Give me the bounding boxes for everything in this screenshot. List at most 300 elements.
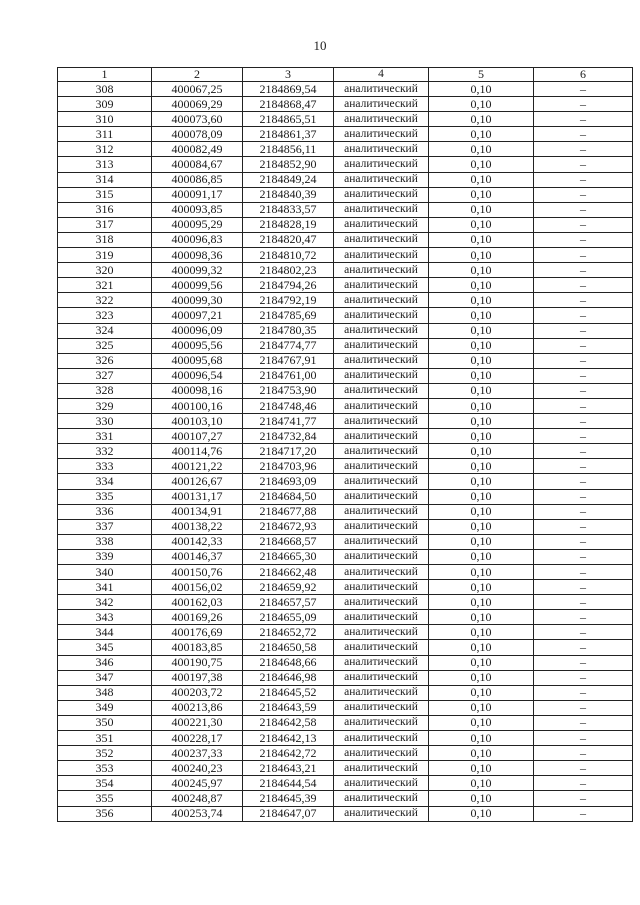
table-row <box>58 625 633 640</box>
accuracy-cell: 0,10 <box>429 459 534 474</box>
note-cell: – <box>534 232 633 247</box>
point-number-cell: 329 <box>58 398 152 413</box>
table-row <box>58 806 633 821</box>
method-cell: аналитический <box>334 519 429 534</box>
accuracy-cell: 0,10 <box>429 640 534 655</box>
y-coordinate-cell: 2184785,69 <box>243 308 334 323</box>
accuracy-cell: 0,10 <box>429 595 534 610</box>
x-coordinate-cell: 400086,85 <box>152 172 243 187</box>
method-cell: аналитический <box>334 489 429 504</box>
table-row <box>58 685 633 700</box>
y-coordinate-cell: 2184645,39 <box>243 791 334 806</box>
table-row <box>58 580 633 595</box>
y-coordinate-cell: 2184662,48 <box>243 565 334 580</box>
accuracy-cell: 0,10 <box>429 565 534 580</box>
x-coordinate-cell: 400096,09 <box>152 323 243 338</box>
x-coordinate-cell: 400213,86 <box>152 700 243 715</box>
method-cell: аналитический <box>334 217 429 232</box>
x-coordinate-cell: 400142,33 <box>152 534 243 549</box>
table-row <box>58 700 633 715</box>
table-row <box>58 353 633 368</box>
note-cell: – <box>534 549 633 564</box>
method-cell: аналитический <box>334 127 429 142</box>
note-cell: – <box>534 731 633 746</box>
note-cell: – <box>534 519 633 534</box>
point-number-cell: 309 <box>58 97 152 112</box>
y-coordinate-cell: 2184849,24 <box>243 172 334 187</box>
y-coordinate-cell: 2184753,90 <box>243 383 334 398</box>
note-cell: – <box>534 806 633 821</box>
y-coordinate-cell: 2184861,37 <box>243 127 334 142</box>
table-row <box>58 519 633 534</box>
x-coordinate-cell: 400228,17 <box>152 731 243 746</box>
note-cell: – <box>534 700 633 715</box>
accuracy-cell: 0,10 <box>429 625 534 640</box>
note-cell: – <box>534 398 633 413</box>
y-coordinate-cell: 2184646,98 <box>243 670 334 685</box>
method-cell: аналитический <box>334 534 429 549</box>
method-cell: аналитический <box>334 232 429 247</box>
method-cell: аналитический <box>334 504 429 519</box>
note-cell: – <box>534 640 633 655</box>
table-row <box>58 248 633 263</box>
x-coordinate-cell: 400099,30 <box>152 293 243 308</box>
note-cell: – <box>534 82 633 97</box>
x-coordinate-cell: 400248,87 <box>152 791 243 806</box>
note-cell: – <box>534 323 633 338</box>
method-cell: аналитический <box>334 625 429 640</box>
y-coordinate-cell: 2184802,23 <box>243 263 334 278</box>
accuracy-cell: 0,10 <box>429 519 534 534</box>
accuracy-cell: 0,10 <box>429 278 534 293</box>
accuracy-cell: 0,10 <box>429 187 534 202</box>
accuracy-cell: 0,10 <box>429 700 534 715</box>
note-cell: – <box>534 308 633 323</box>
accuracy-cell: 0,10 <box>429 338 534 353</box>
table-row <box>58 595 633 610</box>
note-cell: – <box>534 474 633 489</box>
table-row <box>58 565 633 580</box>
x-coordinate-cell: 400237,33 <box>152 746 243 761</box>
point-number-cell: 335 <box>58 489 152 504</box>
y-coordinate-cell: 2184761,00 <box>243 368 334 383</box>
note-cell: – <box>534 444 633 459</box>
point-number-cell: 345 <box>58 640 152 655</box>
table-row <box>58 172 633 187</box>
method-cell: аналитический <box>334 565 429 580</box>
y-coordinate-cell: 2184650,58 <box>243 640 334 655</box>
note-cell: – <box>534 127 633 142</box>
accuracy-cell: 0,10 <box>429 323 534 338</box>
y-coordinate-cell: 2184868,47 <box>243 97 334 112</box>
y-coordinate-cell: 2184865,51 <box>243 112 334 127</box>
note-cell: – <box>534 595 633 610</box>
point-number-cell: 313 <box>58 157 152 172</box>
x-coordinate-cell: 400100,16 <box>152 398 243 413</box>
point-number-cell: 310 <box>58 112 152 127</box>
accuracy-cell: 0,10 <box>429 97 534 112</box>
method-cell: аналитический <box>334 383 429 398</box>
header-cell-4: 4 <box>334 68 429 82</box>
note-cell: – <box>534 278 633 293</box>
header-cell-6: 6 <box>534 68 633 82</box>
point-number-cell: 349 <box>58 700 152 715</box>
method-cell: аналитический <box>334 761 429 776</box>
accuracy-cell: 0,10 <box>429 685 534 700</box>
method-cell: аналитический <box>334 142 429 157</box>
note-cell: – <box>534 746 633 761</box>
x-coordinate-cell: 400098,16 <box>152 383 243 398</box>
accuracy-cell: 0,10 <box>429 429 534 444</box>
x-coordinate-cell: 400146,37 <box>152 549 243 564</box>
table-row <box>58 278 633 293</box>
method-cell: аналитический <box>334 97 429 112</box>
method-cell: аналитический <box>334 670 429 685</box>
table-row <box>58 444 633 459</box>
accuracy-cell: 0,10 <box>429 761 534 776</box>
method-cell: аналитический <box>334 474 429 489</box>
point-number-cell: 311 <box>58 127 152 142</box>
accuracy-cell: 0,10 <box>429 444 534 459</box>
point-number-cell: 317 <box>58 217 152 232</box>
method-cell: аналитический <box>334 700 429 715</box>
method-cell: аналитический <box>334 640 429 655</box>
y-coordinate-cell: 2184645,52 <box>243 685 334 700</box>
point-number-cell: 325 <box>58 338 152 353</box>
header-cell-1: 1 <box>58 68 152 82</box>
note-cell: – <box>534 217 633 232</box>
point-number-cell: 344 <box>58 625 152 640</box>
table-row <box>58 142 633 157</box>
y-coordinate-cell: 2184833,57 <box>243 202 334 217</box>
table-row <box>58 474 633 489</box>
x-coordinate-cell: 400134,91 <box>152 504 243 519</box>
method-cell: аналитический <box>334 746 429 761</box>
x-coordinate-cell: 400162,03 <box>152 595 243 610</box>
accuracy-cell: 0,10 <box>429 398 534 413</box>
method-cell: аналитический <box>334 157 429 172</box>
table-row <box>58 610 633 625</box>
x-coordinate-cell: 400097,21 <box>152 308 243 323</box>
point-number-cell: 331 <box>58 429 152 444</box>
accuracy-cell: 0,10 <box>429 610 534 625</box>
y-coordinate-cell: 2184644,54 <box>243 776 334 791</box>
table-row <box>58 670 633 685</box>
point-number-cell: 315 <box>58 187 152 202</box>
point-number-cell: 320 <box>58 263 152 278</box>
method-cell: аналитический <box>334 459 429 474</box>
table-row <box>58 761 633 776</box>
y-coordinate-cell: 2184665,30 <box>243 549 334 564</box>
y-coordinate-cell: 2184672,93 <box>243 519 334 534</box>
point-number-cell: 312 <box>58 142 152 157</box>
note-cell: – <box>534 142 633 157</box>
method-cell: аналитический <box>334 368 429 383</box>
x-coordinate-cell: 400095,68 <box>152 353 243 368</box>
y-coordinate-cell: 2184828,19 <box>243 217 334 232</box>
x-coordinate-cell: 400099,32 <box>152 263 243 278</box>
method-cell: аналитический <box>334 323 429 338</box>
note-cell: – <box>534 534 633 549</box>
accuracy-cell: 0,10 <box>429 414 534 429</box>
x-coordinate-cell: 400203,72 <box>152 685 243 700</box>
y-coordinate-cell: 2184693,09 <box>243 474 334 489</box>
point-number-cell: 355 <box>58 791 152 806</box>
y-coordinate-cell: 2184668,57 <box>243 534 334 549</box>
point-number-cell: 341 <box>58 580 152 595</box>
y-coordinate-cell: 2184657,57 <box>243 595 334 610</box>
accuracy-cell: 0,10 <box>429 368 534 383</box>
y-coordinate-cell: 2184642,13 <box>243 731 334 746</box>
point-number-cell: 354 <box>58 776 152 791</box>
table-row <box>58 308 633 323</box>
point-number-cell: 346 <box>58 655 152 670</box>
accuracy-cell: 0,10 <box>429 534 534 549</box>
note-cell: – <box>534 625 633 640</box>
point-number-cell: 337 <box>58 519 152 534</box>
accuracy-cell: 0,10 <box>429 731 534 746</box>
note-cell: – <box>534 97 633 112</box>
table-row <box>58 368 633 383</box>
note-cell: – <box>534 202 633 217</box>
x-coordinate-cell: 400084,67 <box>152 157 243 172</box>
x-coordinate-cell: 400126,67 <box>152 474 243 489</box>
table-row <box>58 715 633 730</box>
x-coordinate-cell: 400150,76 <box>152 565 243 580</box>
accuracy-cell: 0,10 <box>429 791 534 806</box>
note-cell: – <box>534 172 633 187</box>
table-row <box>58 82 633 97</box>
method-cell: аналитический <box>334 172 429 187</box>
point-number-cell: 351 <box>58 731 152 746</box>
note-cell: – <box>534 776 633 791</box>
x-coordinate-cell: 400240,23 <box>152 761 243 776</box>
table-row <box>58 217 633 232</box>
header-cell-2: 2 <box>152 68 243 82</box>
coordinates-table <box>57 67 633 822</box>
x-coordinate-cell: 400176,69 <box>152 625 243 640</box>
x-coordinate-cell: 400098,36 <box>152 248 243 263</box>
point-number-cell: 308 <box>58 82 152 97</box>
y-coordinate-cell: 2184652,72 <box>243 625 334 640</box>
point-number-cell: 339 <box>58 549 152 564</box>
accuracy-cell: 0,10 <box>429 142 534 157</box>
x-coordinate-cell: 400103,10 <box>152 414 243 429</box>
method-cell: аналитический <box>334 791 429 806</box>
point-number-cell: 338 <box>58 534 152 549</box>
point-number-cell: 356 <box>58 806 152 821</box>
y-coordinate-cell: 2184852,90 <box>243 157 334 172</box>
table-row <box>58 232 633 247</box>
table-row <box>58 655 633 670</box>
x-coordinate-cell: 400067,25 <box>152 82 243 97</box>
table-row <box>58 429 633 444</box>
x-coordinate-cell: 400138,22 <box>152 519 243 534</box>
method-cell: аналитический <box>334 263 429 278</box>
point-number-cell: 353 <box>58 761 152 776</box>
method-cell: аналитический <box>334 444 429 459</box>
point-number-cell: 323 <box>58 308 152 323</box>
y-coordinate-cell: 2184794,26 <box>243 278 334 293</box>
accuracy-cell: 0,10 <box>429 202 534 217</box>
accuracy-cell: 0,10 <box>429 655 534 670</box>
table-header-row <box>58 68 633 82</box>
y-coordinate-cell: 2184792,19 <box>243 293 334 308</box>
accuracy-cell: 0,10 <box>429 232 534 247</box>
method-cell: аналитический <box>334 278 429 293</box>
table-row <box>58 157 633 172</box>
y-coordinate-cell: 2184684,50 <box>243 489 334 504</box>
method-cell: аналитический <box>334 610 429 625</box>
note-cell: – <box>534 715 633 730</box>
x-coordinate-cell: 400073,60 <box>152 112 243 127</box>
accuracy-cell: 0,10 <box>429 248 534 263</box>
table-row <box>58 187 633 202</box>
accuracy-cell: 0,10 <box>429 217 534 232</box>
note-cell: – <box>534 353 633 368</box>
y-coordinate-cell: 2184703,96 <box>243 459 334 474</box>
y-coordinate-cell: 2184643,21 <box>243 761 334 776</box>
point-number-cell: 316 <box>58 202 152 217</box>
table-row <box>58 746 633 761</box>
method-cell: аналитический <box>334 731 429 746</box>
x-coordinate-cell: 400095,56 <box>152 338 243 353</box>
y-coordinate-cell: 2184648,66 <box>243 655 334 670</box>
point-number-cell: 327 <box>58 368 152 383</box>
x-coordinate-cell: 400197,38 <box>152 670 243 685</box>
table-row <box>58 731 633 746</box>
accuracy-cell: 0,10 <box>429 112 534 127</box>
y-coordinate-cell: 2184856,11 <box>243 142 334 157</box>
method-cell: аналитический <box>334 353 429 368</box>
method-cell: аналитический <box>334 580 429 595</box>
x-coordinate-cell: 400121,22 <box>152 459 243 474</box>
accuracy-cell: 0,10 <box>429 353 534 368</box>
point-number-cell: 347 <box>58 670 152 685</box>
x-coordinate-cell: 400245,97 <box>152 776 243 791</box>
x-coordinate-cell: 400099,56 <box>152 278 243 293</box>
point-number-cell: 322 <box>58 293 152 308</box>
method-cell: аналитический <box>334 398 429 413</box>
method-cell: аналитический <box>334 248 429 263</box>
x-coordinate-cell: 400096,54 <box>152 368 243 383</box>
method-cell: аналитический <box>334 685 429 700</box>
note-cell: – <box>534 459 633 474</box>
x-coordinate-cell: 400107,27 <box>152 429 243 444</box>
method-cell: аналитический <box>334 338 429 353</box>
y-coordinate-cell: 2184810,72 <box>243 248 334 263</box>
table-row <box>58 776 633 791</box>
accuracy-cell: 0,10 <box>429 549 534 564</box>
note-cell: – <box>534 670 633 685</box>
point-number-cell: 334 <box>58 474 152 489</box>
note-cell: – <box>534 791 633 806</box>
point-number-cell: 326 <box>58 353 152 368</box>
table-row <box>58 414 633 429</box>
x-coordinate-cell: 400253,74 <box>152 806 243 821</box>
table-row <box>58 791 633 806</box>
note-cell: – <box>534 263 633 278</box>
point-number-cell: 318 <box>58 232 152 247</box>
method-cell: аналитический <box>334 655 429 670</box>
y-coordinate-cell: 2184741,77 <box>243 414 334 429</box>
y-coordinate-cell: 2184732,84 <box>243 429 334 444</box>
method-cell: аналитический <box>334 715 429 730</box>
table-row <box>58 504 633 519</box>
x-coordinate-cell: 400156,02 <box>152 580 243 595</box>
method-cell: аналитический <box>334 595 429 610</box>
table-row <box>58 398 633 413</box>
x-coordinate-cell: 400093,85 <box>152 202 243 217</box>
accuracy-cell: 0,10 <box>429 776 534 791</box>
y-coordinate-cell: 2184643,59 <box>243 700 334 715</box>
accuracy-cell: 0,10 <box>429 715 534 730</box>
note-cell: – <box>534 383 633 398</box>
note-cell: – <box>534 580 633 595</box>
method-cell: аналитический <box>334 202 429 217</box>
y-coordinate-cell: 2184780,35 <box>243 323 334 338</box>
table-row <box>58 127 633 142</box>
point-number-cell: 340 <box>58 565 152 580</box>
table-row <box>58 549 633 564</box>
x-coordinate-cell: 400169,26 <box>152 610 243 625</box>
point-number-cell: 352 <box>58 746 152 761</box>
accuracy-cell: 0,10 <box>429 172 534 187</box>
method-cell: аналитический <box>334 776 429 791</box>
note-cell: – <box>534 293 633 308</box>
note-cell: – <box>534 157 633 172</box>
accuracy-cell: 0,10 <box>429 746 534 761</box>
method-cell: аналитический <box>334 187 429 202</box>
y-coordinate-cell: 2184774,77 <box>243 338 334 353</box>
x-coordinate-cell: 400131,17 <box>152 489 243 504</box>
note-cell: – <box>534 565 633 580</box>
note-cell: – <box>534 685 633 700</box>
y-coordinate-cell: 2184840,39 <box>243 187 334 202</box>
x-coordinate-cell: 400095,29 <box>152 217 243 232</box>
accuracy-cell: 0,10 <box>429 580 534 595</box>
accuracy-cell: 0,10 <box>429 806 534 821</box>
x-coordinate-cell: 400114,76 <box>152 444 243 459</box>
note-cell: – <box>534 112 633 127</box>
accuracy-cell: 0,10 <box>429 489 534 504</box>
accuracy-cell: 0,10 <box>429 127 534 142</box>
x-coordinate-cell: 400190,75 <box>152 655 243 670</box>
table-row <box>58 534 633 549</box>
y-coordinate-cell: 2184869,54 <box>243 82 334 97</box>
y-coordinate-cell: 2184767,91 <box>243 353 334 368</box>
accuracy-cell: 0,10 <box>429 383 534 398</box>
x-coordinate-cell: 400078,09 <box>152 127 243 142</box>
table-row <box>58 263 633 278</box>
method-cell: аналитический <box>334 293 429 308</box>
y-coordinate-cell: 2184820,47 <box>243 232 334 247</box>
point-number-cell: 332 <box>58 444 152 459</box>
y-coordinate-cell: 2184647,07 <box>243 806 334 821</box>
point-number-cell: 343 <box>58 610 152 625</box>
method-cell: аналитический <box>334 429 429 444</box>
y-coordinate-cell: 2184677,88 <box>243 504 334 519</box>
x-coordinate-cell: 400091,17 <box>152 187 243 202</box>
point-number-cell: 319 <box>58 248 152 263</box>
y-coordinate-cell: 2184642,72 <box>243 746 334 761</box>
note-cell: – <box>534 504 633 519</box>
accuracy-cell: 0,10 <box>429 157 534 172</box>
accuracy-cell: 0,10 <box>429 670 534 685</box>
accuracy-cell: 0,10 <box>429 474 534 489</box>
x-coordinate-cell: 400069,29 <box>152 97 243 112</box>
note-cell: – <box>534 761 633 776</box>
